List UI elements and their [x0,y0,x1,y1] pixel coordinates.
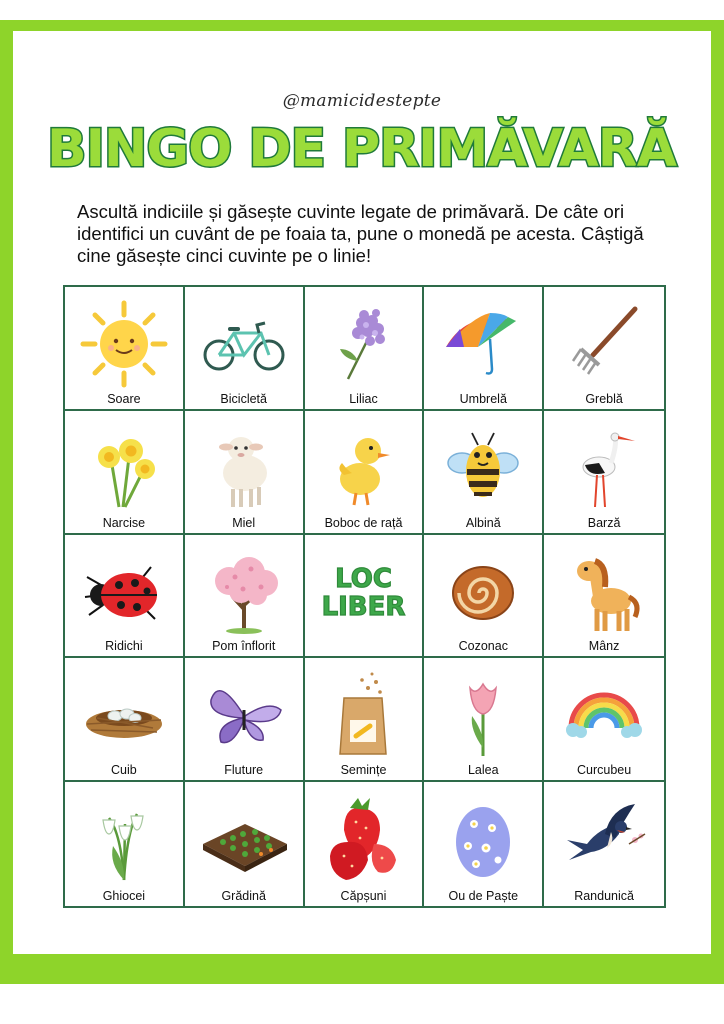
free-space-line-1: LOC [335,563,392,594]
card-label: Căpșuni [340,889,387,903]
butterfly-icon [199,670,289,760]
bingo-cell-gradina[interactable] [185,782,305,906]
bingo-cell-umbrela[interactable] [424,287,544,411]
bingo-cell-ghiocei[interactable] [65,782,185,906]
bingo-cell-lalea[interactable] [424,658,544,782]
lilac-icon [318,299,408,389]
card-label: Mânz [588,639,620,654]
umbrella-icon [438,299,528,389]
tulip-icon [438,670,528,760]
bingo-cell-grebla[interactable] [544,287,664,411]
bingo-cell-narcise[interactable] [65,411,185,535]
bingo-cell-pom[interactable] [185,535,305,659]
page-title-text: BINGO DE PRIMĂVARĂ [47,119,677,178]
instructions: Ascultă indiciile și găsește cuvinte legate de primăvară. De câte ori identifici un cuvânt de pe foaia ta, pune o monedă pe acesta. Câștigă cine găsește cinci cuvinte pe o linie! [77,201,644,266]
bingo-cell-bicicleta[interactable] [185,287,305,411]
card-label: Ridichi [105,639,143,654]
easter-egg-icon [438,794,528,884]
bicycle-icon [199,299,289,389]
free-space-line-2: LIBER [321,591,406,622]
card-label: Bicicletă [220,391,267,406]
bingo-cell-fluture[interactable] [185,658,305,782]
bingo-cell-cozonac[interactable] [424,535,544,659]
card-label: Randunică [574,889,634,903]
daffodil-icon [79,423,169,513]
bingo-cell-boboc[interactable] [305,411,425,535]
rake-icon [559,299,649,389]
bingo-cell-manz[interactable] [544,535,664,659]
bingo-cell-capsuni[interactable] [305,782,425,906]
seeds-icon [318,670,408,760]
card-label: Greblă [585,391,623,406]
card-label: Umbrelă [459,391,507,406]
foal-icon [559,547,649,637]
card-label: Cozonac [458,639,508,654]
bingo-cell-ou[interactable] [424,782,544,906]
card-label: Curcubeu [576,763,632,778]
card-label: Miel [232,515,256,530]
bingo-cell-barza[interactable] [544,411,664,535]
swallow-icon [559,794,649,884]
card-label: Soare [107,391,141,406]
card-label: Grădină [221,889,266,903]
card-label: Cuib [111,763,137,778]
blossom-tree-icon [199,547,289,637]
card-label: Fluture [224,763,264,778]
stork-icon [559,423,649,513]
bingo-grid [63,285,666,908]
card-label: Lalea [467,763,499,778]
bingo-cell-free-space[interactable] [305,535,425,659]
bingo-cell-randunica[interactable] [544,782,664,906]
garden-icon [199,794,289,884]
sweet-bread-icon [438,547,528,637]
rainbow-icon [559,670,649,760]
bingo-cell-soare[interactable] [65,287,185,411]
card-label: Barză [587,515,621,530]
bingo-cell-cuib[interactable] [65,658,185,782]
bingo-cell-liliac[interactable] [305,287,425,411]
card-label: Liliac [349,391,378,406]
duckling-icon [318,423,408,513]
card-label: Semințe [340,763,387,778]
card-label: Narcise [102,515,146,530]
card-label: Boboc de rață [324,515,403,530]
card-label: Ou de Paște [448,889,519,903]
nest-icon [79,670,169,760]
bingo-cell-seminte[interactable] [305,658,425,782]
bee-icon [438,423,528,513]
free-space-text [305,565,423,621]
bingo-cell-curcubeu[interactable] [544,658,664,782]
bingo-cell-ridichi[interactable] [65,535,185,659]
bingo-cell-miel[interactable] [185,411,305,535]
ladybug-icon [79,547,169,637]
card-label: Albină [465,515,501,530]
card-label: Ghiocei [102,889,146,903]
snowdrop-icon [79,794,169,884]
strawberry-icon [318,794,408,884]
bingo-cell-albina[interactable] [424,411,544,535]
card-label: Pom înflorit [212,639,276,654]
lamb-icon [199,423,289,513]
page-title [40,108,684,178]
author-handle: @mamicidestepte [282,91,442,111]
sun-icon [79,299,169,389]
